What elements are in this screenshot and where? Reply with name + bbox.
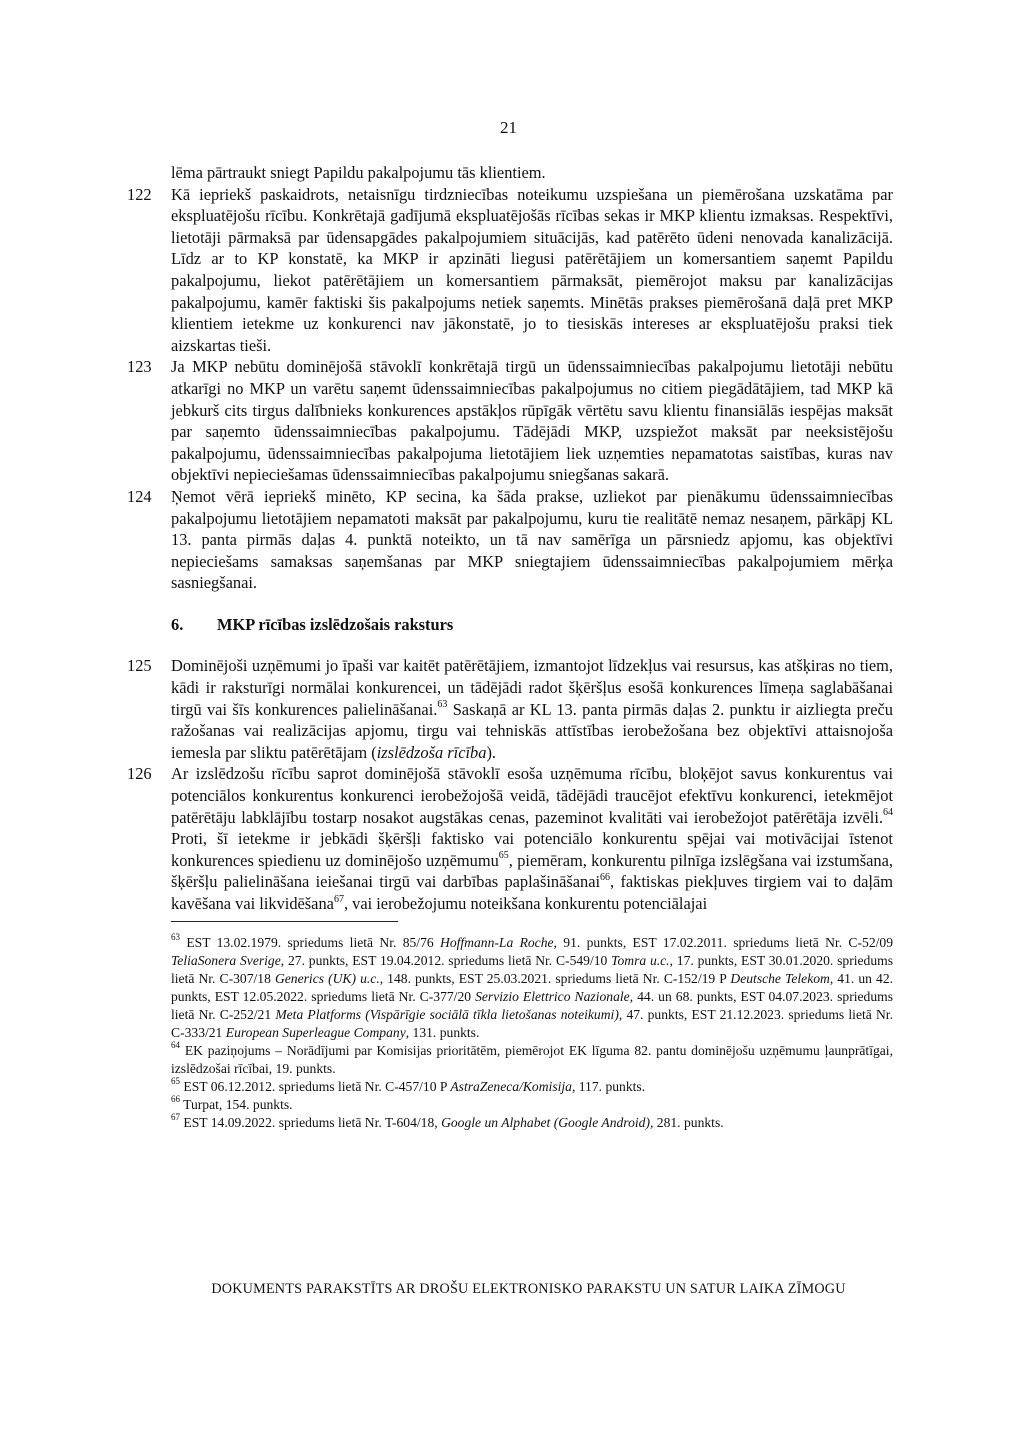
paragraph-text: , piemēram, konkurentu pilnīga izslēgšana vai izstumšana, šķēršļu palielināšana ieiešanai tirgū vai darbības paplašināšanai	[171, 850, 893, 892]
footnote-number: 66	[171, 1094, 180, 1105]
paragraph-italic: izslēdzoša rīcība	[376, 742, 487, 762]
case-name: Hoffmann-La Roche	[440, 934, 554, 950]
paragraph-text: Proti, šī ietekme ir jebkādi šķēršļi faktisko vai potenciālo konkurentu spējai vai motivācijai īstenot konkurences spiedienu uz dominējošo uzņēmumu	[171, 829, 893, 870]
paragraph-text: Saskaņā ar KL 13. panta pirmās daļas 2. punktu ir aizliegta preču ražošanas vai realizācijas apjomu, tirgu vai tehniskās attīstības ierobežošana bez objektīvi attaisnojoša iemesla par sliktu patērētājam (	[171, 699, 893, 762]
paragraph-number: 122	[127, 184, 152, 204]
paragraph-126	[127, 763, 893, 914]
footnote-text: EST 06.12.2012. spriedums lietā Nr. C-457/10 P	[183, 1078, 451, 1094]
lead-line-text: lēma pārtraukt sniegt Papildu pakalpojumu tās klientiem.	[171, 163, 546, 182]
paragraph-text: Kā iepriekš paskaidrots, netaisnīgu tirdzniecības noteikumu uzspiešana un piemērošana uzskatāma par ekspluatējošu rīcību. Konkrētajā gadījumā ekspluatējošās rīcības sekas ir MKP klientu izmaksas. Respektīvi, lietotāji pārmaksā par ūdensapgādes pakalpojumiem situācijās, kad patērēto ūdeni nenovada kanalizācijā. Līdz ar to KP konstatē, ka MKP ir apzināti liegusi patērētājiem un komersantiem saņemt Papildu pakalpojumu, liekot patērētājiem un komersantiem pārmaksāt, piemērojot maksu par kanalizācijas pakalpojumu, kamēr faktiski šis pakalpojums netiek saņemts. Minētās prakses piemērošanā daļā pret MKP klientiem ietekme uz konkurenci nav jākonstatē, jo to tiesiskās intereses ar ekspluatējošu praksi tiek aizskartas tieši.	[171, 184, 893, 355]
case-name: Generics (UK) u.c.	[274, 970, 380, 986]
lead-line	[127, 162, 893, 184]
section-title: MKP rīcības izslēdzošais raksturs	[217, 614, 454, 634]
paragraph-125	[127, 655, 893, 763]
paragraph-text: , faktiskas piekļuves tirgiem vai to daļām kavēšana vai likvidēšana	[171, 872, 893, 913]
footnote-text: EK paziņojums – Norādījumi par Komisijas prioritātēm, piemērojot EK līguma 82. pantu dominējošu uzņēmumu ļaunprātīgai, izslēdzošai rīcībai, 19. punkts.	[171, 1042, 893, 1076]
signature-footer: DOKUMENTS PARAKSTĪTS AR DROŠU ELEKTRONISKO PARAKSTU UN SATUR LAIKA ZĪMOGU	[211, 1281, 846, 1297]
case-name: Google un Alphabet (Google Android),	[441, 1114, 654, 1130]
paragraph-text: Ņemot vērā iepriekš minēto, KP secina, ka šāda prakse, uzliekot par pienākumu ūdenssaimniecības pakalpojumu lietotājiem nepamatoti maksāt par pakalpojumu, kuru tie realitātē nemaz nesaņem, pārkāpj KL 13. panta pirmās daļas 4. punktā noteikto, un tā nav samērīga un pārsniedz apjomu, kas objektīvi nepieciešams samaksas saņemšanas par MKP sniegtajiem ūdenssaimniecības pakalpojumiem mērķa sasniegšanai.	[171, 486, 893, 593]
footnote-65	[171, 1078, 893, 1096]
paragraph-text: ).	[486, 742, 497, 762]
paragraph-text: , vai ierobežojumu noteikšana konkurentu potenciālajai	[343, 894, 708, 913]
case-name: Servizio Elettrico Nazionale	[475, 988, 630, 1004]
paragraph-123	[127, 356, 893, 486]
footnote-text: Turpat, 154. punkts.	[183, 1096, 293, 1112]
footnote-64	[171, 1042, 893, 1078]
section-heading	[127, 614, 893, 636]
footnote-text: EST 14.09.2022. spriedums lietā Nr. T-604/18,	[183, 1114, 442, 1130]
paragraph-number: 125	[127, 656, 152, 676]
document-body	[127, 162, 893, 1132]
footnote-ref[interactable]: 67	[333, 893, 344, 905]
footnote-63	[171, 934, 893, 1042]
case-name: Deutsche Telekom	[730, 970, 830, 986]
case-name: European Superleague Company	[225, 1024, 406, 1040]
paragraph-122	[127, 184, 893, 357]
case-name: Meta Platforms (Vispārīgie sociālā tīkla lietošanas noteikumi)	[275, 1006, 619, 1022]
paragraph-text: Ar izslēdzošu rīcību saprot dominējošā stāvoklī esoša uzņēmuma rīcību, bloķējot savus konkurentus vai potenciālos konkurentus konkurenci ierobežojošā veidā, tādējādi traucējot efektīvu konkurenci, ietekmējot patērētāju labklājību tostarp nosakot augstākas cenas, pazeminot kvalitāti vai ierobežojot patērētāja izvēli.	[171, 764, 893, 827]
case-name: Tomra u.c.	[611, 952, 670, 968]
footnote-number: 64	[171, 1040, 180, 1051]
footnote-number: 63	[171, 932, 180, 943]
footnote-ref[interactable]: 63	[437, 699, 448, 711]
footnotes	[127, 934, 893, 1132]
paragraph-number: 124	[127, 486, 152, 506]
case-name: TeliaSonera Sverige	[171, 952, 281, 968]
footnote-text: , 131. punkts.	[405, 1024, 480, 1040]
footnote-text: 281. punkts.	[653, 1114, 724, 1130]
footnote-text: , 27. punkts, EST 19.04.2012. spriedums lietā Nr. C-549/10	[280, 952, 612, 968]
footnote-ref[interactable]: 65	[498, 850, 509, 862]
paragraph-124	[127, 486, 893, 594]
page-number: 21	[500, 118, 517, 137]
footnote-text: , 117. punkts.	[571, 1078, 646, 1094]
footnote-text: , 17. punkts, EST 30.01.2020. spriedums lietā Nr. C-307/18	[171, 952, 894, 986]
section-number: 6.	[171, 614, 184, 634]
footnote-ref[interactable]: 64	[883, 807, 893, 819]
footnote-number: 67	[171, 1112, 180, 1123]
footnote-text: , 47. punkts, EST 21.12.2023. spriedums lietā Nr. C-333/21	[171, 1006, 893, 1040]
paragraph-number: 126	[127, 764, 152, 784]
footnote-text: , 91. punkts, EST 17.02.2011. spriedums lietā Nr. C-52/09	[553, 934, 893, 950]
paragraph-number: 123	[127, 357, 152, 377]
paragraph-text: Ja MKP nebūtu dominējošā stāvoklī konkrētajā tirgū un ūdenssaimniecības pakalpojumu lietotāji nebūtu atkarīgi no MKP un varētu saņemt ūdenssaimniecības pakalpojumus no citiem piegādātājiem, tad MKP kā jebkurš cits tirgus dalībnieks konkurences apstākļos rūpīgāk vērtētu savu klientu finansiālās iespējas maksāt par saņemto ūdenssaimniecības pakalpojumu. Tādējādi MKP, uzspiežot maksāt par neeksistējošu pakalpojumu, ūdenssaimniecības pakalpojuma lietotājiem liek uzņemties nepamatotas saistības, kuras nav objektīvi nepieciešamas ūdenssaimniecības pakalpojumu sniegšanas sakarā.	[171, 357, 893, 485]
footnote-divider	[171, 921, 398, 922]
footnote-number: 65	[171, 1076, 180, 1087]
paragraph-text: Dominējoši uzņēmumi jo īpaši var kaitēt patērētājiem, izmantojot līdzekļus vai resursus, kas atšķiras no tiem, kādi ir raksturīgi normālai konkurencei, un tādējādi radot šķēršļus esošā konkurences līmeņa saglabāšanai tirgū vai šīs konkurences palielināšanai.	[171, 656, 893, 719]
footnote-67	[171, 1114, 893, 1132]
footnote-66	[171, 1096, 893, 1114]
case-name: AstraZeneca/Komisija	[450, 1078, 572, 1094]
footnote-text: , 148. punkts, EST 25.03.2021. spriedums lietā Nr. C-152/19 P	[379, 970, 731, 986]
footnote-text: EST 13.02.1979. spriedums lietā Nr. 85/76	[186, 934, 440, 950]
footnote-text: , 41. un 42. punkts, EST 12.05.2022. spriedums lietā Nr. C-377/20	[171, 970, 894, 1004]
footnote-ref[interactable]: 66	[600, 871, 611, 883]
footnote-text: , 44. un 68. punkts, EST 04.07.2023. spriedums lietā Nr. C-252/21	[171, 988, 894, 1022]
